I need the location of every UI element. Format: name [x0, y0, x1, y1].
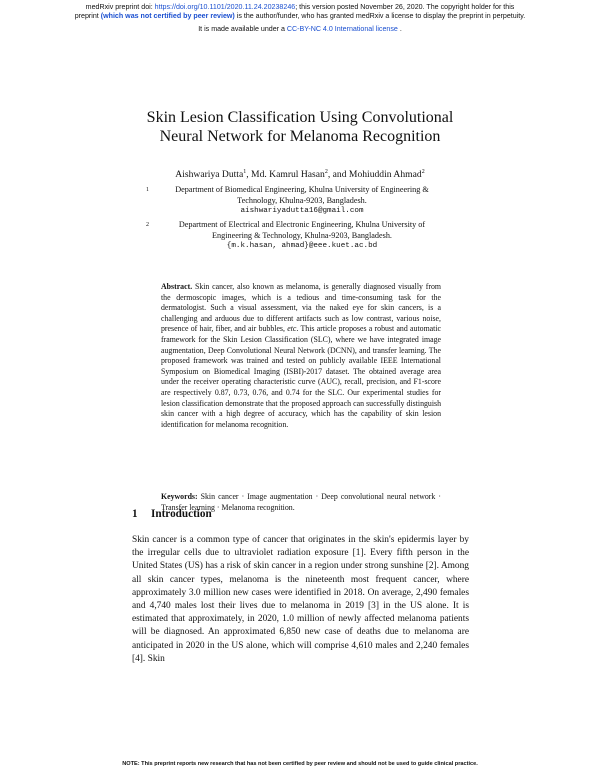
abstract-etc: etc: [287, 324, 297, 334]
banner-line-2: [0, 12, 600, 21]
affiliation-address: Technology, Khulna-9203, Bangladesh.: [237, 195, 367, 205]
abstract-text-part-1: Skin cancer, also known as melanoma, is generally diagnosed visually from the dermoscopic images, which is a tedious and time-consuming task for the dermatologist. Such a visual assessment, via the naked eye for skin cancers, is a challenging and arduous due to different artifacts such as low contrast, various noise, presence of hair, fiber, and air bubbles,: [161, 282, 441, 334]
affiliation-mark: 1: [243, 168, 247, 175]
license-link[interactable]: CC-BY-NC 4.0 International license: [286, 25, 398, 33]
keywords-label: Keywords:: [161, 492, 198, 501]
banner-license-grant: is the author/funder, who has granted medRxiv a license to display the preprint in perpetuity.: [234, 12, 526, 20]
section-number: 1: [132, 508, 138, 520]
banner-doi-prefix: medRxiv preprint doi:: [85, 3, 155, 11]
author-separator: ,: [246, 169, 252, 180]
doi-link[interactable]: https://doi.org/10.1101/2020.11.24.20238246: [154, 3, 296, 11]
abstract: [161, 282, 441, 430]
banner-license-suffix: .: [397, 25, 402, 33]
author-list: [90, 169, 510, 180]
peer-review-footer-note: NOTE: This preprint reports new research that has not been certified by peer review and should not be used to guide clinical practice.: [122, 761, 478, 767]
author-name: Aishwariya Dutta: [175, 169, 244, 180]
section-heading: [132, 508, 212, 520]
author-name: Md. Kamrul Hasan: [251, 169, 325, 180]
affiliation-email: aishwariyadutta16@gmail.com: [240, 207, 364, 216]
affiliation-dept: Department of Biomedical Engineering, Khulna University of Engineering &: [175, 185, 429, 194]
affiliation-mark: 2: [421, 168, 425, 175]
banner-line-3: [0, 25, 600, 34]
author-separator: , and: [327, 169, 349, 180]
banner-version-text: ; this version posted November 26, 2020. The copyright holder for this: [295, 3, 515, 11]
affiliation-dept: Department of Electrical and Electronic Engineering, Khulna University of: [178, 220, 426, 229]
affiliation-mark: 2: [324, 168, 328, 175]
affiliation-2: [146, 220, 452, 252]
preprint-banner: [0, 3, 600, 34]
affiliation-number: 2: [146, 222, 149, 228]
not-certified-note: (which was not certified by peer review): [100, 12, 235, 20]
keywords-text: Skin cancer · Image augmentation · Deep convolutional neural network · Transfer learning · Melanoma recognition.: [161, 492, 441, 512]
introduction-paragraph: Skin cancer is a common type of cancer that originates in the skin's epidermis layer by the irregular cells due to ultraviolet radiation exposure [1]. Every fifth person in the United States (US) has a risk of skin cancer in a region under strong sunshine [2]. Among all skin cancer types, melanoma is the nineteenth most frequent cancer, where approximately 3.0 million new cases were identified in 2018. On average, 2,490 females and 4,740 males lost their lives due to melanoma in 2019 [3] in the US alone. It is estimated that approximately, in 2020, 1.0 million of newly affected melanoma patients will be diagnosed. An approximated 6,850 new case of deaths due to melanoma are anticipated in 2020 in the US alone, which will comprise 4,610 males and 2,240 females [4]. Skin: [132, 535, 469, 664]
banner-license-prefix: It is made available under a: [198, 25, 287, 33]
title-line-2: Neural Network for Melanoma Recognition: [159, 128, 441, 145]
affiliation-1: [146, 185, 452, 217]
banner-line-1: [0, 3, 600, 12]
author-name: Mohiuddin Ahmad: [348, 169, 422, 180]
title-line-1: Skin Lesion Classification Using Convolutional: [146, 109, 454, 126]
section-title: Introduction: [151, 508, 212, 520]
affiliation-address: Engineering & Technology, Khulna-9203, Bangladesh.: [212, 230, 392, 240]
abstract-label: Abstract.: [161, 282, 193, 291]
affiliation-number: 1: [146, 187, 149, 193]
banner-preprint-word: preprint: [74, 12, 101, 20]
paper-title: [90, 108, 510, 146]
abstract-text-part-2: . This article proposes a robust and automatic framework for the Skin Lesion Classification (SLC), where we have integrated image augmentation, Deep Convolutional Neural Network (DCNN), and transfer learning. The proposed framework was trained and tested on publicly available IEEE International Symposium on Biomedical Imaging (ISBI)-2017 dataset. The obtained average area under the receiver operating characteristic curve (AUC), recall, precision, and F1-score are respectively 0.87, 0.73, 0.76, and 0.74 for the SLC. Our experimental studies for lesion classification demonstrate that the proposed approach can successfully distinguish skin cancer with a high degree of accuracy, which has the capability of skin lesion identification for melanoma recognition.: [161, 324, 441, 429]
affiliation-email: {m.k.hasan, ahmad}@eee.kuet.ac.bd: [226, 242, 378, 251]
